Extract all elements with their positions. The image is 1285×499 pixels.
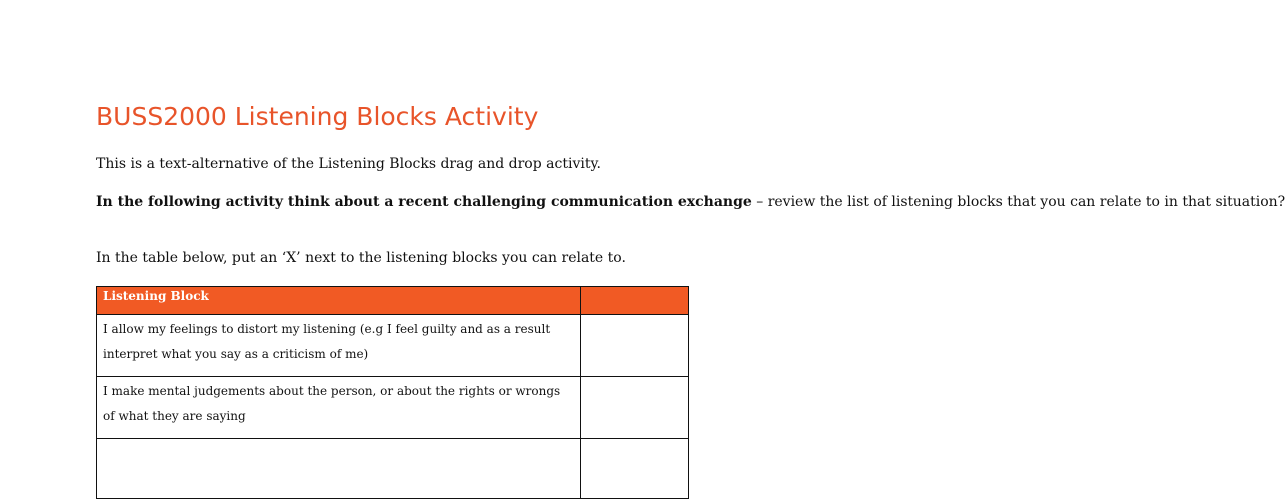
mark-cell[interactable] <box>581 377 689 439</box>
mark-cell[interactable] <box>581 439 689 499</box>
instruction-paragraph <box>96 192 1285 212</box>
block-description <box>97 377 581 439</box>
block-description <box>97 439 581 499</box>
header-mark <box>581 287 689 315</box>
block-line: I make mental judgements about the person, or about the rights or wrongs <box>103 384 561 398</box>
document-title: BUSS2000 Listening Blocks Activity <box>96 102 539 131</box>
mark-cell[interactable] <box>581 315 689 377</box>
header-listening-block: Listening Block <box>97 287 581 315</box>
block-line: interpret what you say as a criticism of me) <box>103 347 369 361</box>
instruction-rest-text: – review the list of listening blocks that you can relate to in that situation? <box>751 194 1285 210</box>
instruction-bold-text: In the following activity think about a recent challenging communication exchange <box>96 194 752 210</box>
table-header-row <box>97 287 689 315</box>
table-row <box>97 377 689 439</box>
table-row <box>97 315 689 377</box>
table-row <box>97 439 689 499</box>
intro-paragraph: This is a text-alternative of the Listening Blocks drag and drop activity. <box>96 156 601 172</box>
block-line: of what they are saying <box>103 409 246 423</box>
listening-blocks-table <box>96 286 689 499</box>
block-line: I allow my feelings to distort my listening (e.g I feel guilty and as a result <box>103 322 551 336</box>
block-description <box>97 315 581 377</box>
table-instruction: In the table below, put an ‘X’ next to the listening blocks you can relate to. <box>96 250 626 266</box>
